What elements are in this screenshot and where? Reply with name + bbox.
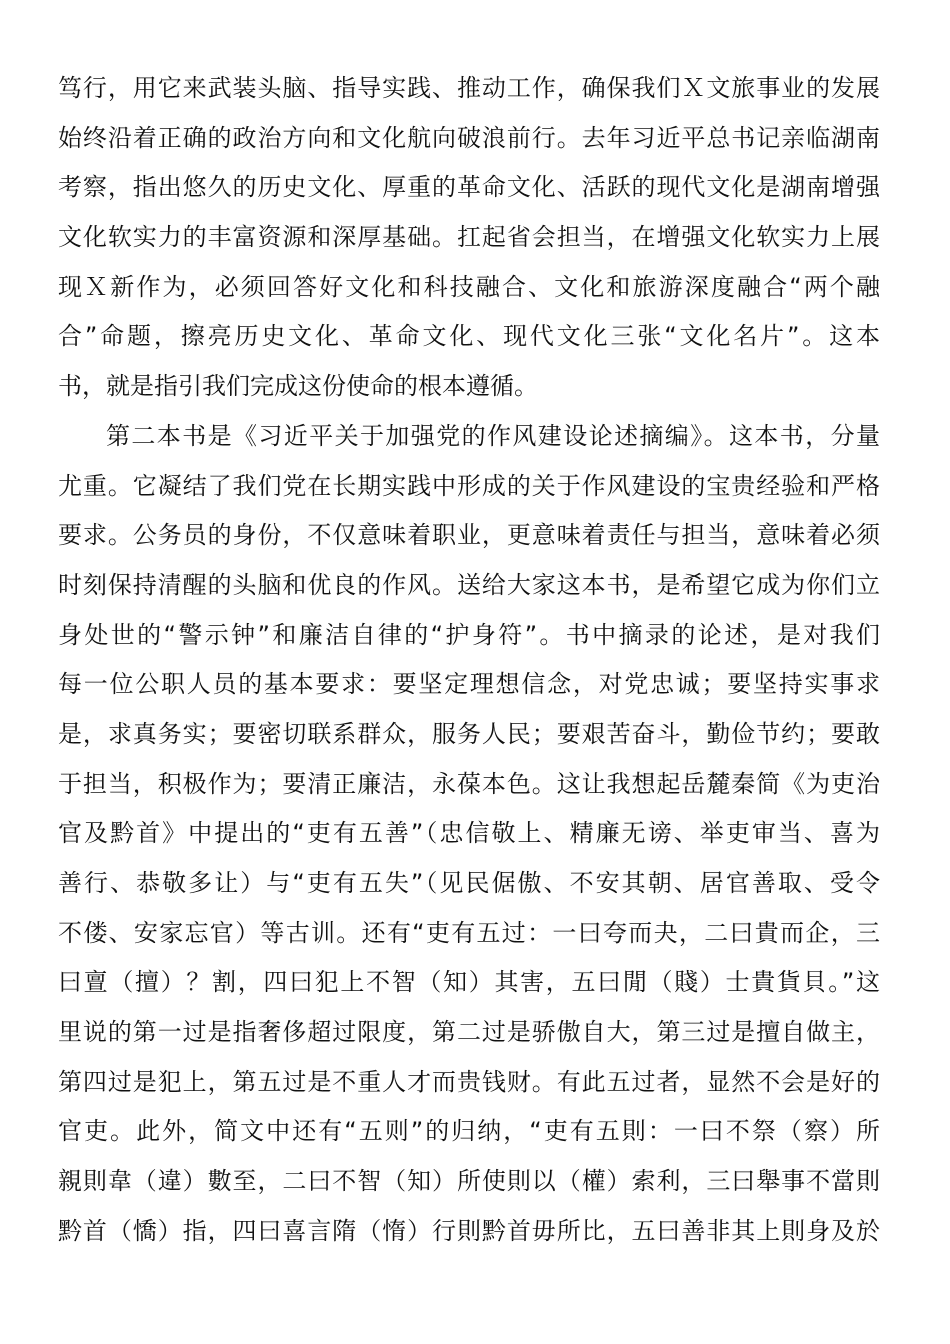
text-line: 文化软实力的丰富资源和深厚基础。扛起省会担当，在增强文化软实力上展 [58, 223, 880, 252]
text-line: 黔首（憍）指，四曰喜言隋（惰）行則黔首毋所比，五曰善非其上則身及於 [58, 1216, 880, 1245]
text-line: 要求。公务员的身份，不仅意味着职业，更意味着责任与担当，意味着必须 [58, 521, 880, 550]
text-line: 不偻、安家忘官）等古训。还有“吏有五过：一曰夸而夬，二曰貴而企，三 [58, 918, 880, 947]
text-line: 第四过是犯上，第五过是不重人才而贵钱财。有此五过者，显然不会是好的 [58, 1067, 880, 1096]
text-line: 是，求真务实；要密切联系群众，服务人民；要艰苦奋斗，勤俭节约；要敢 [58, 719, 880, 748]
text-line: 笃行，用它来武装头脑、指导实践、推动工作，确保我们Ｘ文旅事业的发展 [58, 74, 880, 102]
text-line: 官吏。此外，简文中还有“五则”的归纳，“吏有五則：一曰不祭（察）所 [58, 1117, 880, 1146]
text-line: 里说的第一过是指奢侈超过限度，第二过是骄傲自大，第三过是擅自做主， [58, 1018, 880, 1047]
text-line: 现Ｘ新作为，必须回答好文化和科技融合、文化和旅游深度融合“两个融 [58, 272, 880, 301]
text-line: 官及黔首》中提出的“吏有五善”（忠信敬上、精廉无谤、举吏审当、喜为 [58, 819, 880, 848]
text-line: 善行、恭敬多让）与“吏有五失”（见民倨傲、不安其朝、居官善取、受令 [58, 869, 880, 897]
text-line: 親則韋（違）數至，二曰不智（知）所使則以（權）索利，三曰舉事不當則 [58, 1167, 880, 1196]
text-line: 时刻保持清醒的头脑和优良的作风。送给大家这本书，是希望它成为你们立 [58, 570, 880, 599]
paragraph-first-line: 第二本书是《习近平关于加强党的作风建设论述摘编》。这本书，分量 [106, 421, 880, 450]
text-line: 书，就是指引我们完成这份使命的根本遵循。 [58, 372, 538, 401]
text-line: 身处世的“警示钟”和廉洁自律的“护身符”。书中摘录的论述，是对我们 [58, 620, 880, 649]
text-line: 考察，指出悠久的历史文化、厚重的革命文化、活跃的现代文化是湖南增强 [58, 173, 880, 202]
text-line: 于担当，积极作为；要清正廉洁，永葆本色。这让我想起岳麓秦简《为吏治 [58, 769, 880, 798]
text-line: 每一位公职人员的基本要求：要坚定理想信念，对党忠诚；要坚持实事求 [58, 670, 880, 699]
text-line: 尤重。它凝结了我们党在长期实践中形成的关于作风建设的宝贵经验和严格 [58, 471, 880, 500]
text-line: 始终沿着正确的政治方向和文化航向破浪前行。去年习近平总书记亲临湖南 [58, 123, 880, 152]
body-text [58, 64, 880, 1257]
text-line: 曰亶（擅）？割，四曰犯上不智（知）其害，五曰閒（賤）士貴貨貝。”这 [58, 968, 880, 997]
text-line: 合”命题，擦亮历史文化、革命文化、现代文化三张“文化名片”。这本 [58, 322, 880, 351]
